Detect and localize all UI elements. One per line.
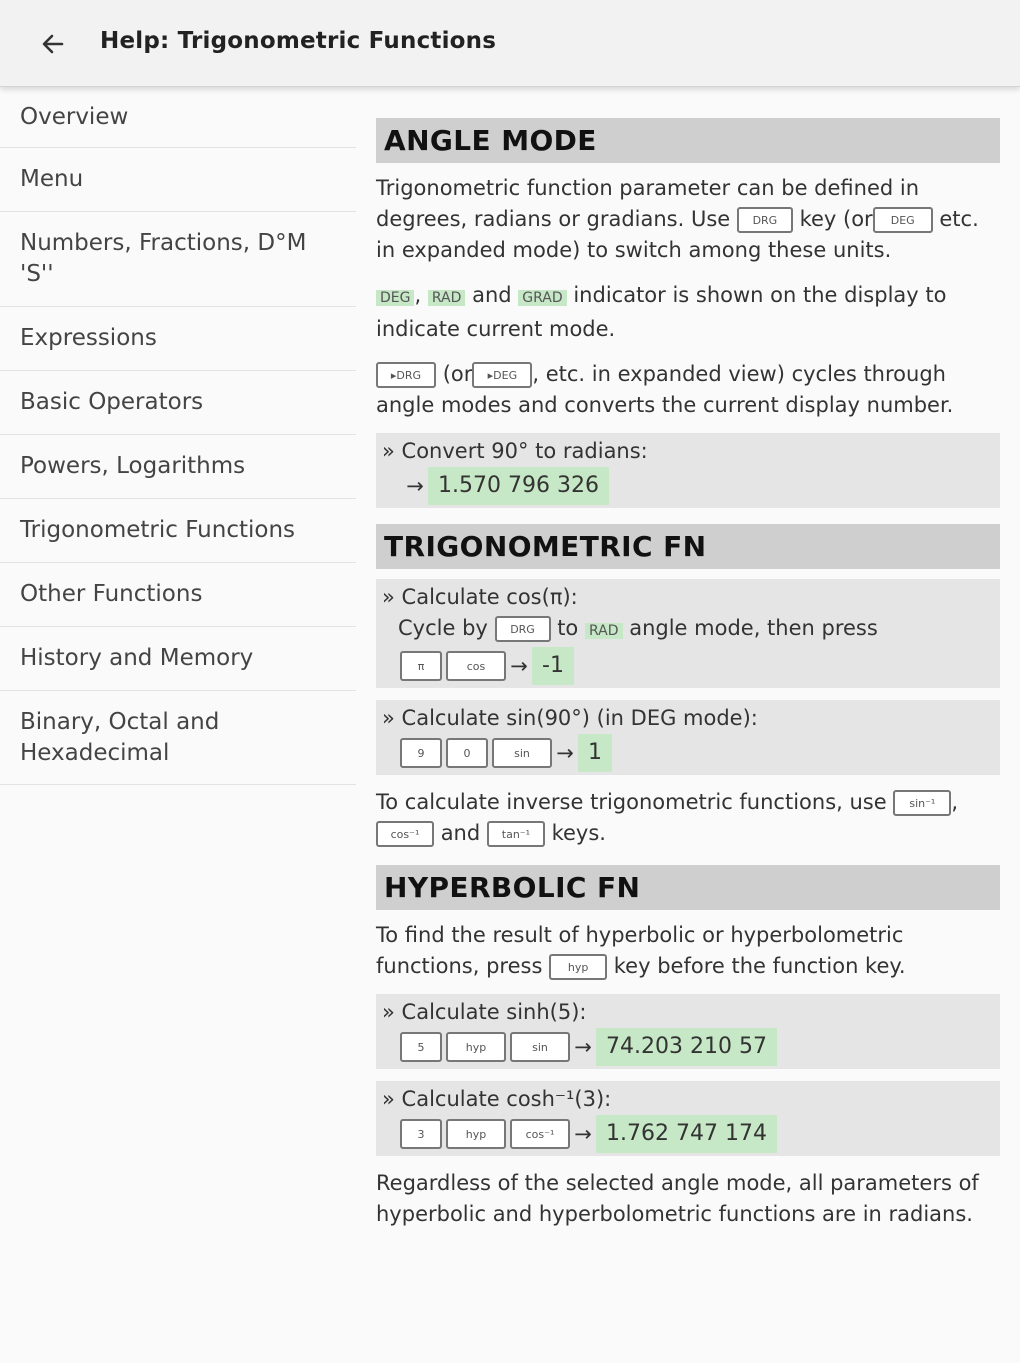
sidebar-item-history-memory[interactable]: History and Memory xyxy=(0,627,356,691)
angle-mode-paragraph-1: Trigonometric function parameter can be defined in degrees, radians or gradians. Use DRG key (or DEG etc. in expanded mode) to switch among these units. xyxy=(376,176,979,262)
app-bar xyxy=(0,0,1020,87)
example-cosh-inverse-3: » Calculate cosh⁻¹(3): 3 hyp cos⁻¹ → 1.762 747 174 xyxy=(376,1081,1000,1156)
result-value: 1 xyxy=(578,734,612,772)
hyperbolic-note: Regardless of the selected angle mode, all parameters of hyperbolic and hyperbolometric functions are in radians. xyxy=(376,1171,979,1226)
inverse-trig-paragraph: To calculate inverse trigonometric functions, use sin⁻¹ , cos⁻¹ and tan⁻¹ keys. xyxy=(376,790,959,845)
arrow-icon: → xyxy=(406,473,424,498)
hyp-key: hyp xyxy=(446,1119,506,1149)
sin-key: sin xyxy=(492,738,552,768)
rad-indicator: RAD xyxy=(428,290,466,306)
sidebar-nav xyxy=(0,88,356,785)
arrow-icon: → xyxy=(556,740,574,765)
rad-indicator: RAD xyxy=(585,623,623,639)
arrow-icon: → xyxy=(574,1121,592,1146)
section-heading-trig-fn: TRIGONOMETRIC FN xyxy=(376,524,1000,569)
back-button[interactable] xyxy=(34,24,74,64)
arrow-icon: → xyxy=(510,653,528,678)
sin-key: sin xyxy=(510,1032,570,1062)
digit-0-key: 0 xyxy=(446,738,488,768)
arrow-left-icon xyxy=(34,24,74,64)
result-value: -1 xyxy=(532,647,574,685)
hyperbolic-paragraph: To find the result of hyperbolic or hyperbolometric functions, press hyp key before the function key. xyxy=(376,923,906,978)
sidebar-item-trigonometric-functions[interactable]: Trigonometric Functions xyxy=(0,499,356,563)
drg-key: DRG xyxy=(495,616,551,642)
drg-key: DRG xyxy=(737,207,793,233)
sidebar-item-other-functions[interactable]: Other Functions xyxy=(0,563,356,627)
angle-mode-paragraph-3: ▸DRG (or ▸DEG , etc. in expanded view) cycles through angle modes and converts the current display number. xyxy=(376,362,954,417)
drg-convert-key: ▸DRG xyxy=(376,362,436,388)
example-cos-pi: » Calculate cos(π): Cycle by DRG to RAD angle mode, then press π cos → -1 xyxy=(376,579,1000,688)
deg-convert-key: ▸DEG xyxy=(472,362,532,388)
example-sin-90: » Calculate sin(90°) (in DEG mode): 9 0 sin → 1 xyxy=(376,700,1000,775)
result-value: 74.203 210 57 xyxy=(596,1028,777,1066)
sidebar-item-overview[interactable]: Overview xyxy=(0,88,356,148)
cos-inverse-key: cos⁻¹ xyxy=(510,1119,570,1149)
sidebar-item-basic-operators[interactable]: Basic Operators xyxy=(0,371,356,435)
angle-mode-paragraph-2: DEG , RAD and GRAD indicator is shown on the display to indicate current mode. xyxy=(376,283,947,341)
sidebar-item-powers-logarithms[interactable]: Powers, Logarithms xyxy=(0,435,356,499)
sin-inverse-key: sin⁻¹ xyxy=(893,790,951,816)
hyp-key: hyp xyxy=(446,1032,506,1062)
result-value: 1.570 796 326 xyxy=(428,467,609,505)
cos-inverse-key: cos⁻¹ xyxy=(376,821,434,847)
sidebar-item-numbers[interactable]: Numbers, Fractions, D°M 'S'' xyxy=(0,212,356,307)
section-heading-angle-mode: ANGLE MODE xyxy=(376,118,1000,163)
arrow-icon: → xyxy=(574,1034,592,1059)
deg-indicator: DEG xyxy=(376,290,414,306)
result-value: 1.762 747 174 xyxy=(596,1115,777,1153)
page-title: Help: Trigonometric Functions xyxy=(100,28,497,54)
section-heading-hyperbolic-fn: HYPERBOLIC FN xyxy=(376,865,1000,910)
digit-3-key: 3 xyxy=(400,1119,442,1149)
tan-inverse-key: tan⁻¹ xyxy=(487,821,545,847)
pi-key: π xyxy=(400,651,442,681)
sidebar-item-expressions[interactable]: Expressions xyxy=(0,307,356,371)
grad-indicator: GRAD xyxy=(518,290,566,306)
digit-5-key: 5 xyxy=(400,1032,442,1062)
deg-key: DEG xyxy=(873,207,933,233)
example-convert-radians: » Convert 90° to radians: → 1.570 796 326 xyxy=(376,433,1000,508)
example-sinh-5: » Calculate sinh(5): 5 hyp sin → 74.203 210 57 xyxy=(376,994,1000,1069)
digit-9-key: 9 xyxy=(400,738,442,768)
sidebar-item-menu[interactable]: Menu xyxy=(0,148,356,212)
sidebar-item-binary-octal-hex[interactable]: Binary, Octal and Hexadecimal xyxy=(0,691,356,785)
hyp-key: hyp xyxy=(549,954,607,980)
cos-key: cos xyxy=(446,651,506,681)
help-content xyxy=(376,118,1000,1230)
